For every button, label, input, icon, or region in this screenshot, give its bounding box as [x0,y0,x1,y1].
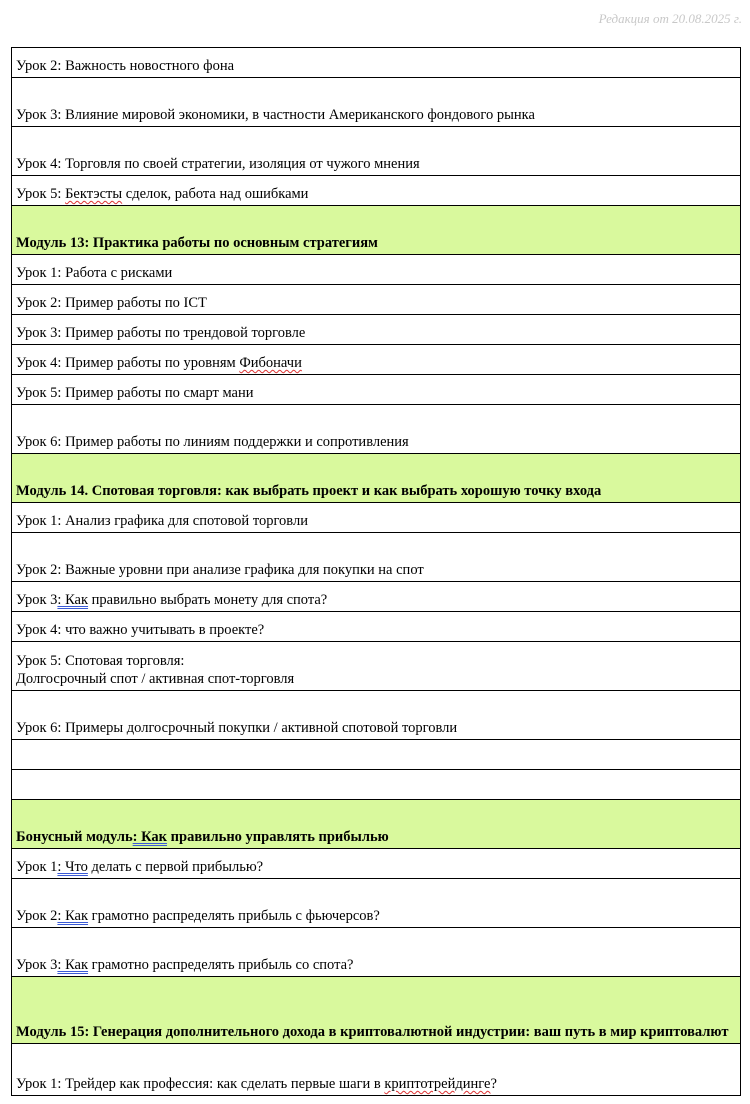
lesson-title [12,582,741,612]
lesson-title [12,1044,741,1096]
title-fragment: Урок 3 [16,957,58,973]
lesson-row [12,405,741,454]
lesson-title: Урок 1: Анализ графика для спотовой торговли [12,503,741,533]
module-header-row [12,977,741,1044]
lesson-title: Урок 2: Важность новостного фона [12,48,741,78]
lesson-title [12,928,741,977]
lesson-row [12,642,741,691]
lesson-title: Урок 6: Примеры долгосрочный покупки / активной спотовой торговли [12,691,741,740]
module-header-row [12,800,741,849]
title-fragment: правильно выбрать монету для спота? [88,592,328,608]
module-header-row [12,206,741,255]
lesson-title [12,642,741,691]
curriculum-table [11,47,741,1096]
grammar-flag: : Как [57,592,89,608]
title-fragment: сделок, работа над ошибками [122,186,309,202]
lesson-title [12,345,741,375]
revision-note: Редакция от 20.08.2025 г. [598,11,742,26]
module-title: Модуль 14. Спотовая торговля: как выбрать проект и как выбрать хорошую точку входа [12,454,741,503]
module-title: Модуль 13: Практика работы по основным стратегиям [12,206,741,255]
module-header-row [12,454,741,503]
spellcheck-word: Фибоначи [239,355,302,371]
lesson-title: Урок 5: Пример работы по смарт мани [12,375,741,405]
lesson-row [12,78,741,127]
title-fragment: правильно управлять прибылью [167,829,389,845]
lesson-title: Урок 4: что важно учитывать в проекте? [12,612,741,642]
lesson-title-line: Урок 5: Спотовая торговля: [16,653,185,669]
lesson-row [12,849,741,879]
lesson-row [12,1044,741,1096]
lesson-row [12,928,741,977]
title-fragment: Урок 1 [16,859,58,875]
empty-cell [12,740,741,770]
title-fragment: Урок 1: Трейдер как профессия: как сделать первые шаги в [16,1076,385,1092]
empty-row [12,770,741,800]
grammar-flag: : Что [57,859,88,875]
lesson-row [12,503,741,533]
lesson-row [12,48,741,78]
lesson-title: Урок 2: Важные уровни при анализе графика для покупки на спот [12,533,741,582]
lesson-row [12,879,741,928]
title-fragment: Урок 4: Пример работы по уровням [16,355,240,371]
lesson-title [12,176,741,206]
grammar-flag: : Как [57,908,89,924]
lesson-title: Урок 2: Пример работы по ICT [12,285,741,315]
spellcheck-word: криптотрейдинге [384,1076,491,1092]
lesson-row [12,345,741,375]
lesson-row [12,127,741,176]
title-fragment: Бонусный модуль [16,829,133,845]
lesson-title [12,849,741,879]
lesson-title-line: Долгосрочный спот / активная спот-торговля [16,671,295,687]
lesson-title: Урок 3: Пример работы по трендовой торговле [12,315,741,345]
lesson-row [12,533,741,582]
lesson-row [12,582,741,612]
grammar-flag: : Как [132,829,168,845]
module-title [12,800,741,849]
lesson-row [12,285,741,315]
lesson-title [12,879,741,928]
lesson-title: Урок 4: Торговля по своей стратегии, изоляция от чужого мнения [12,127,741,176]
lesson-row [12,315,741,345]
empty-row [12,740,741,770]
empty-cell [12,770,741,800]
lesson-title: Урок 1: Работа с рисками [12,255,741,285]
spellcheck-word: Бектэсты [65,186,123,202]
title-fragment: Урок 2 [16,908,58,924]
title-fragment: Урок 5: [16,186,66,202]
grammar-flag: : Как [57,957,89,973]
title-fragment: Урок 3 [16,592,58,608]
title-fragment: ? [490,1076,497,1092]
lesson-title: Урок 3: Влияние мировой экономики, в частности Американского фондового рынка [12,78,741,127]
title-fragment: делать с первой прибылью? [87,859,264,875]
title-fragment: грамотно распределять прибыль с фьючерсов? [88,908,380,924]
lesson-row [12,612,741,642]
lesson-row [12,255,741,285]
lesson-row [12,375,741,405]
lesson-row [12,176,741,206]
module-title: Модуль 15: Генерация дополнительного дохода в криптовалютной индустрии: ваш путь в мир криптовалют [12,977,741,1044]
lesson-title: Урок 6: Пример работы по линиям поддержки и сопротивления [12,405,741,454]
title-fragment: грамотно распределять прибыль со спота? [88,957,354,973]
lesson-row [12,691,741,740]
